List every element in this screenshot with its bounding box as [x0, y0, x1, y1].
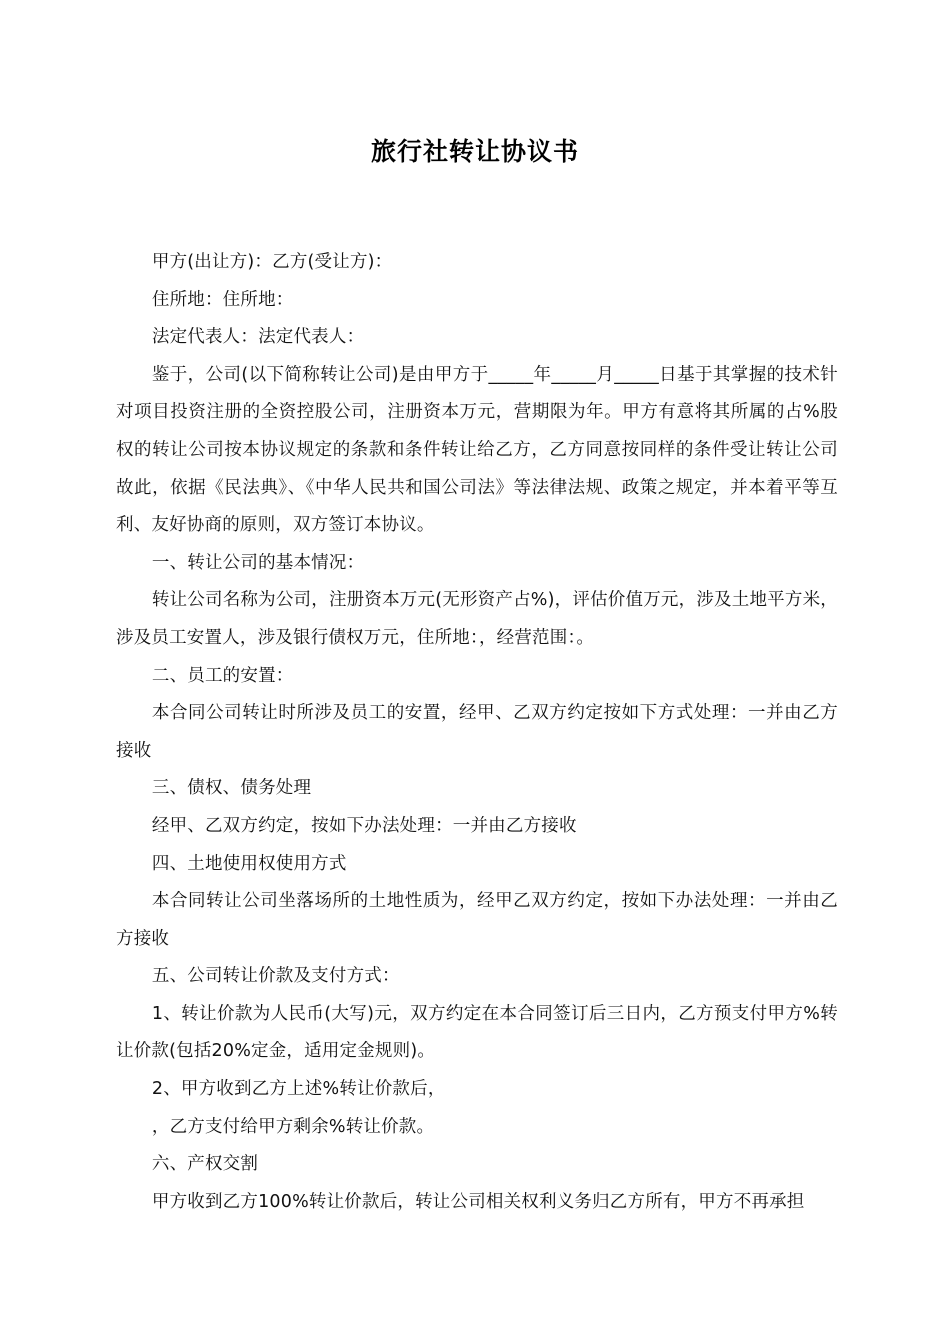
section-heading-1: 一、转让公司的基本情况： [151, 552, 365, 573]
document-title: 旅行社转让协议书 [370, 137, 579, 166]
section-body-5-item-1: 1、转让价款为人民币(大写)元，双方约定在本合同签订后三日内，乙方预支付甲方%转让价款(包括20%定金，适用定金规则)。 [116, 1003, 838, 1062]
document-body [116, 244, 838, 1221]
section-heading-3: 三、债权、债务处理 [151, 778, 312, 799]
section-body-5-item-2: 2、甲方收到乙方上述%转让价款后， [151, 1079, 446, 1100]
section-heading-5: 五、公司转让价款及支付方式： [151, 966, 400, 987]
section-body-4: 本合同转让公司坐落场所的土地性质为，经甲乙双方约定，按如下办法处理：一并由乙方接收 [116, 891, 838, 949]
section-body-6: 甲方收到乙方100%转让价款后，转让公司相关权利义务归乙方所有，甲方不再承担 [151, 1191, 805, 1212]
section-body-3: 经甲、乙双方约定，按如下办法处理：一并由乙方接收 [151, 815, 577, 836]
preamble-paragraph: 鉴于，公司(以下简称转让公司)是由甲方于_____年_____月_____日基于其掌握的技术针对项目投资注册的全资控股公司，注册资本万元，营期限为年。甲方有意将其所属的占%股权的转让公司按本协议规定的条款和条件转让给乙方，乙方同意按同样的条件受让转让公司故此，依据《民法典》、《中华人民共和国公司法》等法律法规、政策之规定，并本着平等互利、友好协商的原则，双方签订本协议。 [116, 364, 838, 536]
section-body-1: 转让公司名称为公司，注册资本万元(无形资产占%)，评估价值万元，涉及土地平方米，涉及员工安置人，涉及银行债权万元，住所地：，经营范围：。 [116, 590, 838, 648]
section-body-5-item-2-continued: ，乙方支付给甲方剩余%转让价款。 [151, 1116, 435, 1137]
section-body-2: 本合同公司转让时所涉及员工的安置，经甲、乙双方约定按如下方式处理：一并由乙方接收 [116, 703, 838, 761]
section-heading-2: 二、员工的安置： [151, 665, 294, 686]
section-heading-6: 六、产权交割 [151, 1154, 259, 1175]
legal-representative-line: 法定代表人：法定代表人： [151, 327, 365, 348]
party-names-line: 甲方(出让方)：乙方(受让方)： [151, 252, 393, 272]
address-line: 住所地：住所地： [151, 289, 294, 310]
section-heading-4: 四、土地使用权使用方式 [151, 853, 347, 874]
